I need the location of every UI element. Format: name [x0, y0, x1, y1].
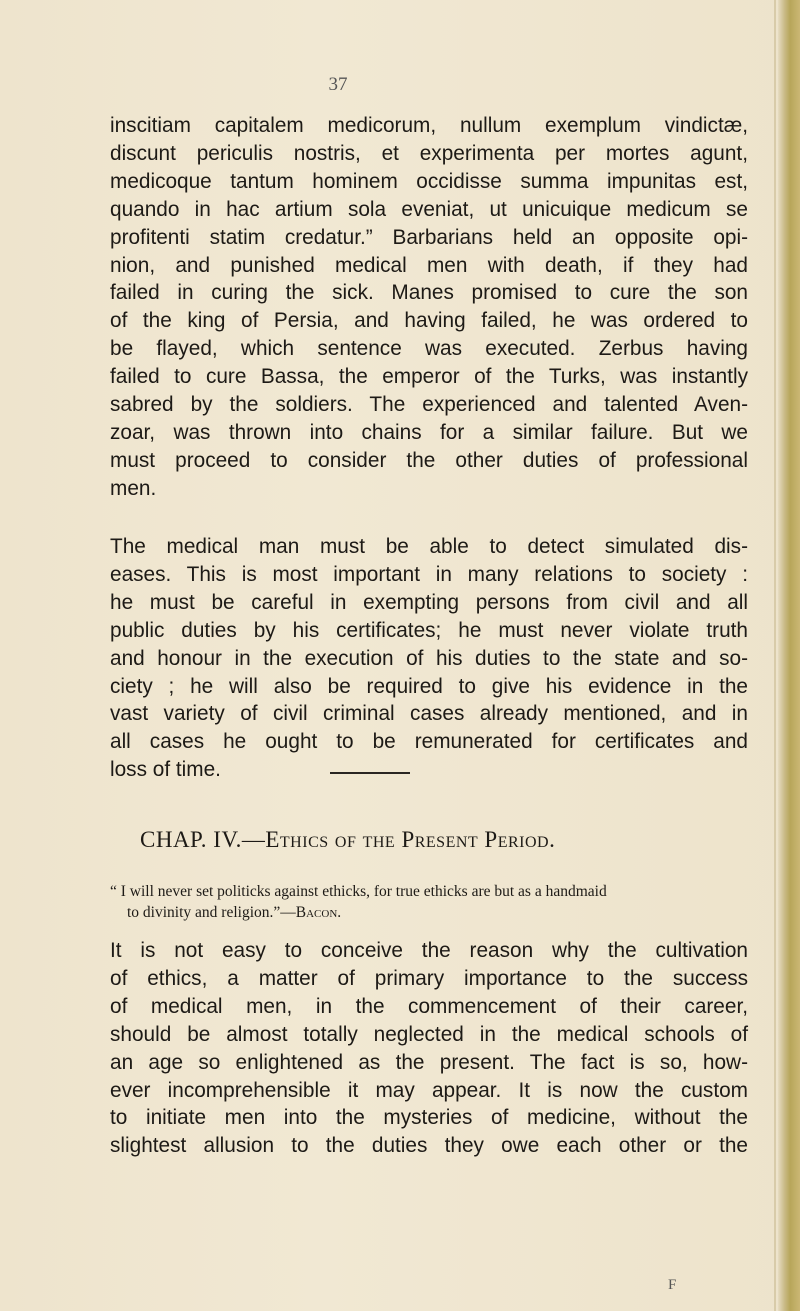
epigraph-line: “ I will never set politicks against ethicks, for true ethicks are but as a handmaid	[110, 883, 607, 900]
section-divider	[330, 772, 410, 774]
signature-mark: F	[668, 1277, 677, 1293]
text-line: of the king of Persia, and having failed, he was ordered to	[110, 309, 748, 333]
text-line: vast variety of civil criminal cases already mentioned, and in	[110, 702, 748, 726]
chapter-number: CHAP. IV.	[140, 827, 242, 852]
text-line: profitenti statim credatur.” Barbarians held an opposite opi-	[110, 225, 748, 249]
chapter-heading	[140, 827, 740, 853]
text-line: and honour in the execution of his duties to the state and so-	[110, 646, 748, 670]
text-line: The medical man must be able to detect simulated dis-	[110, 535, 748, 558]
text-line: ciety ; he will also be required to give his evidence in the	[110, 674, 748, 698]
text-line: must proceed to consider the other duties of professional	[110, 448, 748, 472]
page-edge	[778, 0, 800, 1311]
text-line: failed in curing the sick. Manes promised to cure the son	[110, 281, 748, 305]
chapter-title: Ethics of the Present Period.	[265, 827, 556, 852]
text-line: medicoque tantum hominem occidisse summa impunitas est,	[110, 169, 748, 193]
text-line: should be almost totally neglected in the medical schools of	[110, 1022, 748, 1046]
text-line: eases. This is most important in many relations to society :	[110, 562, 748, 586]
paragraph-1	[110, 112, 748, 503]
paragraph-3	[110, 937, 748, 1160]
text-line: public duties by his certificates; he must never violate truth	[110, 618, 748, 642]
text-line: of medical men, in the commencement of their career,	[110, 994, 748, 1018]
text-line: an age so enlightened as the present. The fact is so, how-	[110, 1050, 748, 1074]
text-line: sabred by the soldiers. The experienced and talented Aven-	[110, 393, 748, 417]
text-line: ever incomprehensible it may appear. It is now the custom	[110, 1078, 748, 1102]
text-line: all cases he ought to be remunerated for certificates and	[110, 730, 748, 754]
text-line: failed to cure Bassa, the emperor of the Turks, was instantly	[110, 365, 748, 389]
text-line: men.	[110, 476, 157, 500]
text-line: zoar, was thrown into chains for a similar failure. But we	[110, 420, 748, 444]
page-number: 37	[328, 74, 348, 95]
text-line: It is not easy to conceive the reason why the cultivation	[110, 939, 748, 962]
text-line: he must be careful in exempting persons from civil and all	[110, 590, 748, 614]
epigraph	[110, 881, 748, 923]
epigraph-line-2	[110, 902, 748, 923]
text-line: of ethics, a matter of primary importance to the success	[110, 966, 748, 990]
text-line: slightest allusion to the duties they owe each other or the	[110, 1134, 748, 1158]
text-line: loss of time.	[110, 758, 221, 782]
text-line: quando in hac artium sola eveniat, ut unicuique medicum se	[110, 197, 748, 221]
text-line: nion, and punished medical men with death, if they had	[110, 253, 748, 277]
paragraph-2	[110, 533, 748, 784]
page-gutter-line	[774, 0, 776, 1311]
text-line: to initiate men into the mysteries of medicine, without the	[110, 1106, 748, 1130]
text-line: inscitiam capitalem medicorum, nullum exemplum vindictæ,	[110, 114, 748, 137]
epigraph-attribution: Bacon.	[295, 904, 342, 921]
chapter-dash: —	[241, 827, 266, 852]
text-line: discunt periculis nostris, et experimenta per mortes agunt,	[110, 141, 748, 165]
epigraph-text: to divinity and religion.”—	[127, 904, 296, 921]
text-line: be flayed, which sentence was executed. Zerbus having	[110, 337, 748, 361]
